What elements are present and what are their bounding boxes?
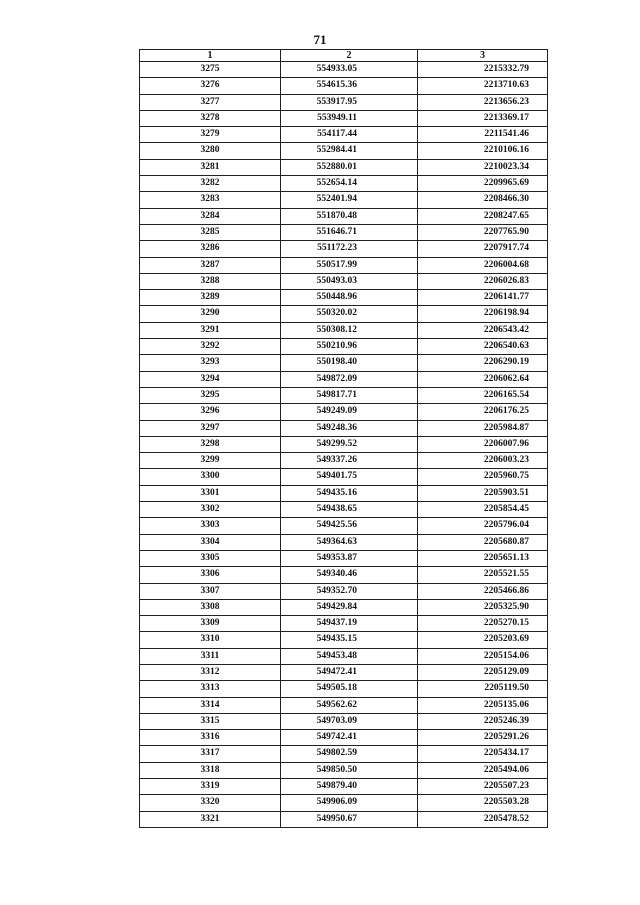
table-row bbox=[140, 779, 548, 795]
point-number-cell: 3301 bbox=[140, 485, 281, 501]
coordinate-y-cell: 2213710.63 bbox=[418, 78, 548, 94]
coordinate-x-cell: 554933.05 bbox=[281, 62, 418, 78]
table-row bbox=[140, 502, 548, 518]
coordinate-y-cell: 2205466.86 bbox=[418, 583, 548, 599]
coordinate-x-cell: 553949.11 bbox=[281, 110, 418, 126]
coordinate-y-cell: 2205203.69 bbox=[418, 632, 548, 648]
table-row bbox=[140, 664, 548, 680]
point-number-cell: 3312 bbox=[140, 664, 281, 680]
coordinate-y-cell: 2206165.54 bbox=[418, 387, 548, 403]
point-number-cell: 3307 bbox=[140, 583, 281, 599]
coordinate-y-cell: 2205960.75 bbox=[418, 469, 548, 485]
coordinate-x-cell: 549472.41 bbox=[281, 664, 418, 680]
point-number-cell: 3290 bbox=[140, 306, 281, 322]
coordinate-x-cell: 549364.63 bbox=[281, 534, 418, 550]
coordinate-x-cell: 549429.84 bbox=[281, 599, 418, 615]
coordinate-y-cell: 2206026.83 bbox=[418, 273, 548, 289]
coordinate-x-cell: 552401.94 bbox=[281, 192, 418, 208]
coordinate-y-cell: 2209965.69 bbox=[418, 176, 548, 192]
coordinate-x-cell: 549435.16 bbox=[281, 485, 418, 501]
table-row bbox=[140, 436, 548, 452]
coordinate-x-cell: 549249.09 bbox=[281, 404, 418, 420]
coordinate-y-cell: 2205478.52 bbox=[418, 811, 548, 827]
coordinate-y-cell: 2205903.51 bbox=[418, 485, 548, 501]
coordinate-y-cell: 2205521.55 bbox=[418, 567, 548, 583]
coordinate-y-cell: 2206543.42 bbox=[418, 322, 548, 338]
point-number-cell: 3302 bbox=[140, 502, 281, 518]
point-number-cell: 3300 bbox=[140, 469, 281, 485]
coordinate-y-cell: 2205154.06 bbox=[418, 648, 548, 664]
table-row bbox=[140, 241, 548, 257]
point-number-cell: 3278 bbox=[140, 110, 281, 126]
coordinate-y-cell: 2206141.77 bbox=[418, 290, 548, 306]
table-row bbox=[140, 78, 548, 94]
coordinate-x-cell: 549437.19 bbox=[281, 616, 418, 632]
point-number-cell: 3283 bbox=[140, 192, 281, 208]
coordinate-x-cell: 549337.26 bbox=[281, 453, 418, 469]
coordinate-x-cell: 550493.03 bbox=[281, 273, 418, 289]
coordinate-x-cell: 549352.70 bbox=[281, 583, 418, 599]
table-row bbox=[140, 713, 548, 729]
coordinate-x-cell: 549299.52 bbox=[281, 436, 418, 452]
table-row bbox=[140, 599, 548, 615]
point-number-cell: 3276 bbox=[140, 78, 281, 94]
table-row bbox=[140, 322, 548, 338]
coordinate-x-cell: 550320.02 bbox=[281, 306, 418, 322]
point-number-cell: 3309 bbox=[140, 616, 281, 632]
coordinate-y-cell: 2205507.23 bbox=[418, 779, 548, 795]
table-row bbox=[140, 224, 548, 240]
coordinate-y-cell: 2208466.30 bbox=[418, 192, 548, 208]
table-row bbox=[140, 485, 548, 501]
table-row bbox=[140, 339, 548, 355]
table-row bbox=[140, 355, 548, 371]
coordinate-x-cell: 549562.62 bbox=[281, 697, 418, 713]
point-number-cell: 3319 bbox=[140, 779, 281, 795]
table-row bbox=[140, 387, 548, 403]
coordinate-x-cell: 552984.41 bbox=[281, 143, 418, 159]
coordinate-y-cell: 2213656.23 bbox=[418, 94, 548, 110]
point-number-cell: 3286 bbox=[140, 241, 281, 257]
column-header-1: 1 bbox=[140, 50, 281, 62]
table-row bbox=[140, 550, 548, 566]
coordinate-x-cell: 551646.71 bbox=[281, 224, 418, 240]
point-number-cell: 3298 bbox=[140, 436, 281, 452]
point-number-cell: 3295 bbox=[140, 387, 281, 403]
coordinate-x-cell: 549872.09 bbox=[281, 371, 418, 387]
point-number-cell: 3285 bbox=[140, 224, 281, 240]
table-row bbox=[140, 583, 548, 599]
table-row bbox=[140, 681, 548, 697]
point-number-cell: 3313 bbox=[140, 681, 281, 697]
coordinate-x-cell: 549879.40 bbox=[281, 779, 418, 795]
coordinate-y-cell: 2205680.87 bbox=[418, 534, 548, 550]
point-number-cell: 3294 bbox=[140, 371, 281, 387]
coordinate-x-cell: 551870.48 bbox=[281, 208, 418, 224]
table-row bbox=[140, 697, 548, 713]
table-row bbox=[140, 567, 548, 583]
coordinate-y-cell: 2205651.13 bbox=[418, 550, 548, 566]
table-row bbox=[140, 143, 548, 159]
point-number-cell: 3318 bbox=[140, 762, 281, 778]
table-row bbox=[140, 290, 548, 306]
table-row bbox=[140, 762, 548, 778]
coordinate-x-cell: 549248.36 bbox=[281, 420, 418, 436]
point-number-cell: 3314 bbox=[140, 697, 281, 713]
coordinate-y-cell: 2205135.06 bbox=[418, 697, 548, 713]
point-number-cell: 3310 bbox=[140, 632, 281, 648]
coordinate-x-cell: 549438.65 bbox=[281, 502, 418, 518]
table-row bbox=[140, 110, 548, 126]
header-row bbox=[140, 50, 548, 62]
table-row bbox=[140, 159, 548, 175]
column-header-3: 3 bbox=[418, 50, 548, 62]
coordinate-x-cell: 552880.01 bbox=[281, 159, 418, 175]
point-number-cell: 3306 bbox=[140, 567, 281, 583]
column-header-2: 2 bbox=[281, 50, 418, 62]
point-number-cell: 3321 bbox=[140, 811, 281, 827]
coordinate-x-cell: 549742.41 bbox=[281, 730, 418, 746]
coordinate-x-cell: 550198.40 bbox=[281, 355, 418, 371]
table-row bbox=[140, 192, 548, 208]
coordinate-x-cell: 549453.48 bbox=[281, 648, 418, 664]
coordinate-y-cell: 2206290.19 bbox=[418, 355, 548, 371]
table-row bbox=[140, 811, 548, 827]
coordinate-x-cell: 550517.99 bbox=[281, 257, 418, 273]
coordinate-y-cell: 2206198.94 bbox=[418, 306, 548, 322]
coordinate-x-cell: 549401.75 bbox=[281, 469, 418, 485]
coordinate-y-cell: 2208247.65 bbox=[418, 208, 548, 224]
coordinate-x-cell: 554117.44 bbox=[281, 127, 418, 143]
point-number-cell: 3277 bbox=[140, 94, 281, 110]
coordinate-y-cell: 2206176.25 bbox=[418, 404, 548, 420]
table-header bbox=[140, 50, 548, 62]
table-row bbox=[140, 616, 548, 632]
coordinate-x-cell: 549435.15 bbox=[281, 632, 418, 648]
coordinate-x-cell: 553917.95 bbox=[281, 94, 418, 110]
coordinate-x-cell: 549703.09 bbox=[281, 713, 418, 729]
table-row bbox=[140, 306, 548, 322]
point-number-cell: 3287 bbox=[140, 257, 281, 273]
table-row bbox=[140, 257, 548, 273]
page-number: 71 bbox=[313, 32, 327, 47]
table-row bbox=[140, 420, 548, 436]
coordinate-y-cell: 2205119.50 bbox=[418, 681, 548, 697]
point-number-cell: 3305 bbox=[140, 550, 281, 566]
table-row bbox=[140, 371, 548, 387]
coordinate-y-cell: 2210106.16 bbox=[418, 143, 548, 159]
coordinate-x-cell: 549340.46 bbox=[281, 567, 418, 583]
table-row bbox=[140, 62, 548, 78]
point-number-cell: 3293 bbox=[140, 355, 281, 371]
table-row bbox=[140, 469, 548, 485]
point-number-cell: 3316 bbox=[140, 730, 281, 746]
point-number-cell: 3304 bbox=[140, 534, 281, 550]
point-number-cell: 3291 bbox=[140, 322, 281, 338]
point-number-cell: 3296 bbox=[140, 404, 281, 420]
coordinate-y-cell: 2207765.90 bbox=[418, 224, 548, 240]
point-number-cell: 3284 bbox=[140, 208, 281, 224]
coordinate-y-cell: 2205291.26 bbox=[418, 730, 548, 746]
coordinate-x-cell: 552654.14 bbox=[281, 176, 418, 192]
table-row bbox=[140, 127, 548, 143]
table-row bbox=[140, 518, 548, 534]
coordinate-x-cell: 549950.67 bbox=[281, 811, 418, 827]
point-number-cell: 3315 bbox=[140, 713, 281, 729]
table-row bbox=[140, 534, 548, 550]
table-row bbox=[140, 94, 548, 110]
coordinate-x-cell: 551172.23 bbox=[281, 241, 418, 257]
coordinate-y-cell: 2211541.46 bbox=[418, 127, 548, 143]
table-row bbox=[140, 176, 548, 192]
table-row bbox=[140, 746, 548, 762]
point-number-cell: 3308 bbox=[140, 599, 281, 615]
table-row bbox=[140, 730, 548, 746]
table-row bbox=[140, 404, 548, 420]
coordinate-y-cell: 2206003.23 bbox=[418, 453, 548, 469]
coordinate-x-cell: 554615.36 bbox=[281, 78, 418, 94]
coordinate-y-cell: 2205503.28 bbox=[418, 795, 548, 811]
coordinates-table bbox=[139, 49, 548, 828]
coordinate-y-cell: 2206004.68 bbox=[418, 257, 548, 273]
point-number-cell: 3281 bbox=[140, 159, 281, 175]
coordinate-y-cell: 2205854.45 bbox=[418, 502, 548, 518]
table-row bbox=[140, 648, 548, 664]
coordinate-y-cell: 2210023.34 bbox=[418, 159, 548, 175]
coordinate-x-cell: 550210.96 bbox=[281, 339, 418, 355]
coordinate-x-cell: 549906.09 bbox=[281, 795, 418, 811]
coordinate-x-cell: 550308.12 bbox=[281, 322, 418, 338]
coordinate-y-cell: 2206540.63 bbox=[418, 339, 548, 355]
point-number-cell: 3303 bbox=[140, 518, 281, 534]
coordinate-y-cell: 2215332.79 bbox=[418, 62, 548, 78]
coordinate-y-cell: 2205325.90 bbox=[418, 599, 548, 615]
point-number-cell: 3320 bbox=[140, 795, 281, 811]
point-number-cell: 3275 bbox=[140, 62, 281, 78]
coordinate-x-cell: 549802.59 bbox=[281, 746, 418, 762]
point-number-cell: 3297 bbox=[140, 420, 281, 436]
coordinate-x-cell: 549817.71 bbox=[281, 387, 418, 403]
point-number-cell: 3289 bbox=[140, 290, 281, 306]
table-body bbox=[140, 62, 548, 828]
table-row bbox=[140, 208, 548, 224]
point-number-cell: 3279 bbox=[140, 127, 281, 143]
point-number-cell: 3299 bbox=[140, 453, 281, 469]
point-number-cell: 3317 bbox=[140, 746, 281, 762]
point-number-cell: 3288 bbox=[140, 273, 281, 289]
point-number-cell: 3292 bbox=[140, 339, 281, 355]
coordinate-y-cell: 2205494.06 bbox=[418, 762, 548, 778]
coordinate-x-cell: 549353.87 bbox=[281, 550, 418, 566]
coordinate-y-cell: 2206062.64 bbox=[418, 371, 548, 387]
table-row bbox=[140, 273, 548, 289]
table-row bbox=[140, 453, 548, 469]
coordinate-y-cell: 2205246.39 bbox=[418, 713, 548, 729]
coordinate-y-cell: 2205270.15 bbox=[418, 616, 548, 632]
coordinate-x-cell: 549505.18 bbox=[281, 681, 418, 697]
coordinate-y-cell: 2213369.17 bbox=[418, 110, 548, 126]
coordinate-y-cell: 2205434.17 bbox=[418, 746, 548, 762]
table-row bbox=[140, 795, 548, 811]
coordinate-x-cell: 549425.56 bbox=[281, 518, 418, 534]
coordinate-y-cell: 2207917.74 bbox=[418, 241, 548, 257]
point-number-cell: 3282 bbox=[140, 176, 281, 192]
coordinate-x-cell: 549850.50 bbox=[281, 762, 418, 778]
table-row bbox=[140, 632, 548, 648]
coordinate-y-cell: 2206007.96 bbox=[418, 436, 548, 452]
coordinate-x-cell: 550448.96 bbox=[281, 290, 418, 306]
coordinate-y-cell: 2205129.09 bbox=[418, 664, 548, 680]
point-number-cell: 3280 bbox=[140, 143, 281, 159]
coordinate-y-cell: 2205796.04 bbox=[418, 518, 548, 534]
point-number-cell: 3311 bbox=[140, 648, 281, 664]
coordinate-y-cell: 2205984.87 bbox=[418, 420, 548, 436]
